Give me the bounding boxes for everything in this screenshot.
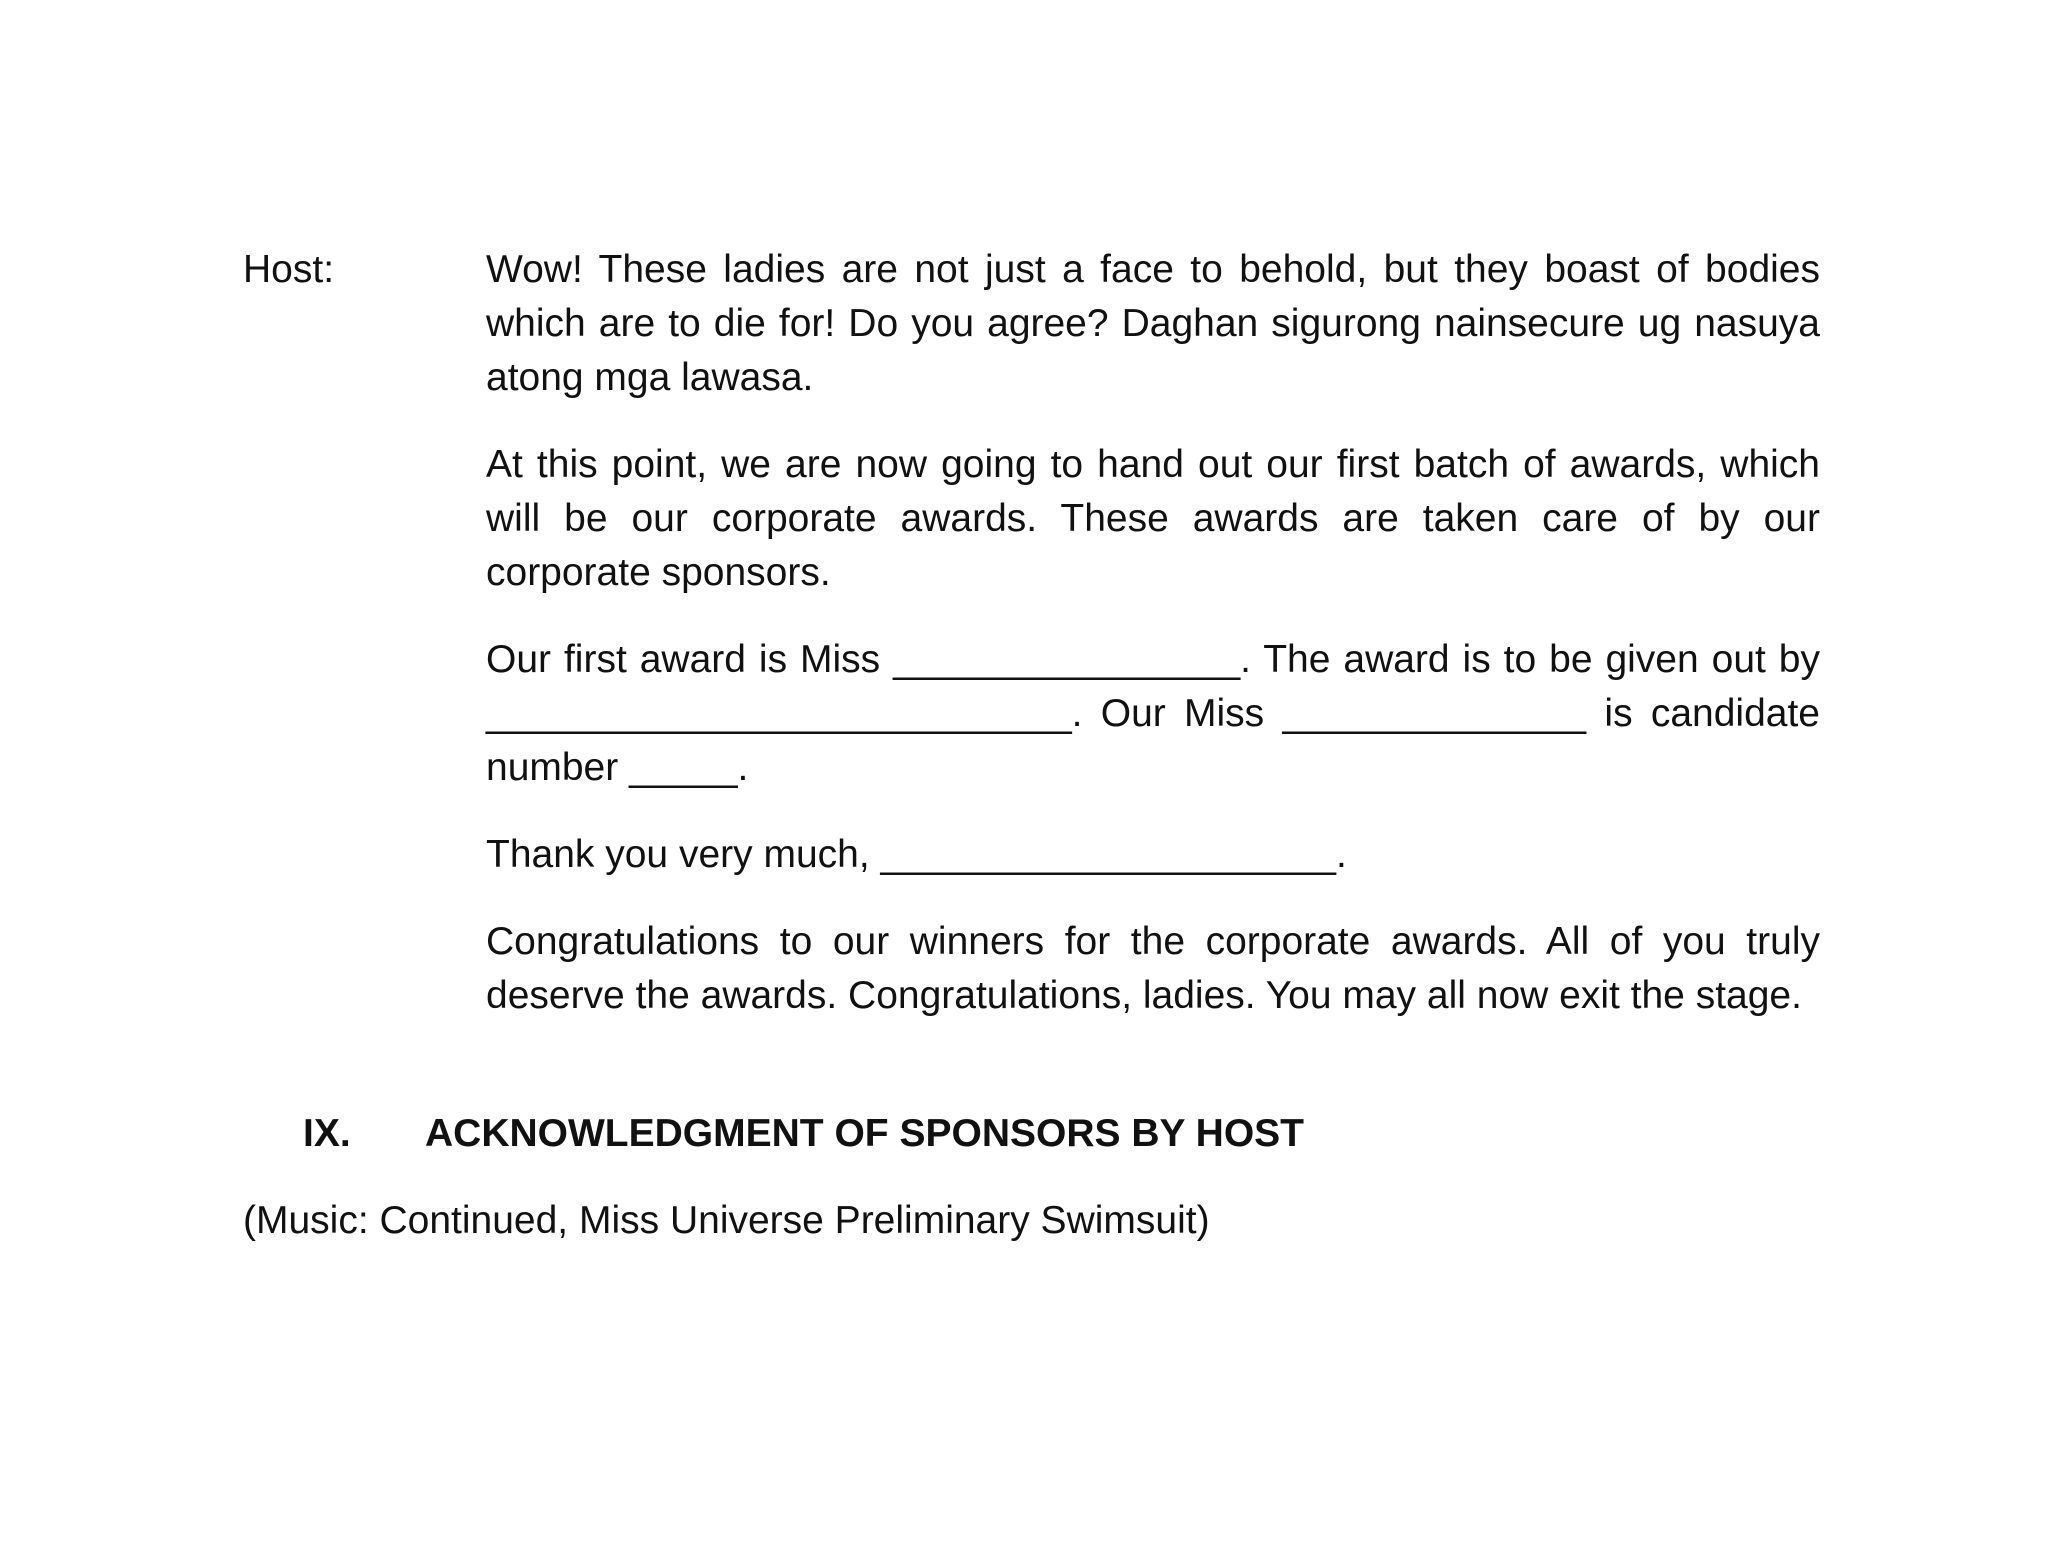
script-paragraph-2: At this point, we are now going to hand out our first batch of awards, which will be our corporate awards. These awards are taken care of by our corporate sponsors. bbox=[486, 443, 1820, 594]
section-heading bbox=[303, 1107, 1304, 1161]
host-script bbox=[486, 243, 1820, 1056]
speaker-label: Host: bbox=[243, 248, 335, 291]
music-cue: (Music: Continued, Miss Universe Preliminary Swimsuit) bbox=[243, 1199, 1210, 1242]
script-paragraph-4: Thank you very much, _____________________. bbox=[486, 833, 1347, 876]
section-number: IX. bbox=[303, 1112, 351, 1155]
script-paragraph-3: Our first award is Miss ________________. The award is to be given out by ___________________________. Our Miss ______________ is candidate number _____. bbox=[486, 638, 1820, 789]
section-title: ACKNOWLEDGMENT OF SPONSORS BY HOST bbox=[425, 1112, 1304, 1155]
script-paragraph-5: Congratulations to our winners for the corporate awards. All of you truly deserve the awards. Congratulations, ladies. You may all now exit the stage. bbox=[486, 920, 1820, 1017]
script-paragraph-1: Wow! These ladies are not just a face to behold, but they boast of bodies which are to die for! Do you agree? Daghan sigurong nainsecure ug nasuya atong mga lawasa. bbox=[486, 248, 1820, 399]
